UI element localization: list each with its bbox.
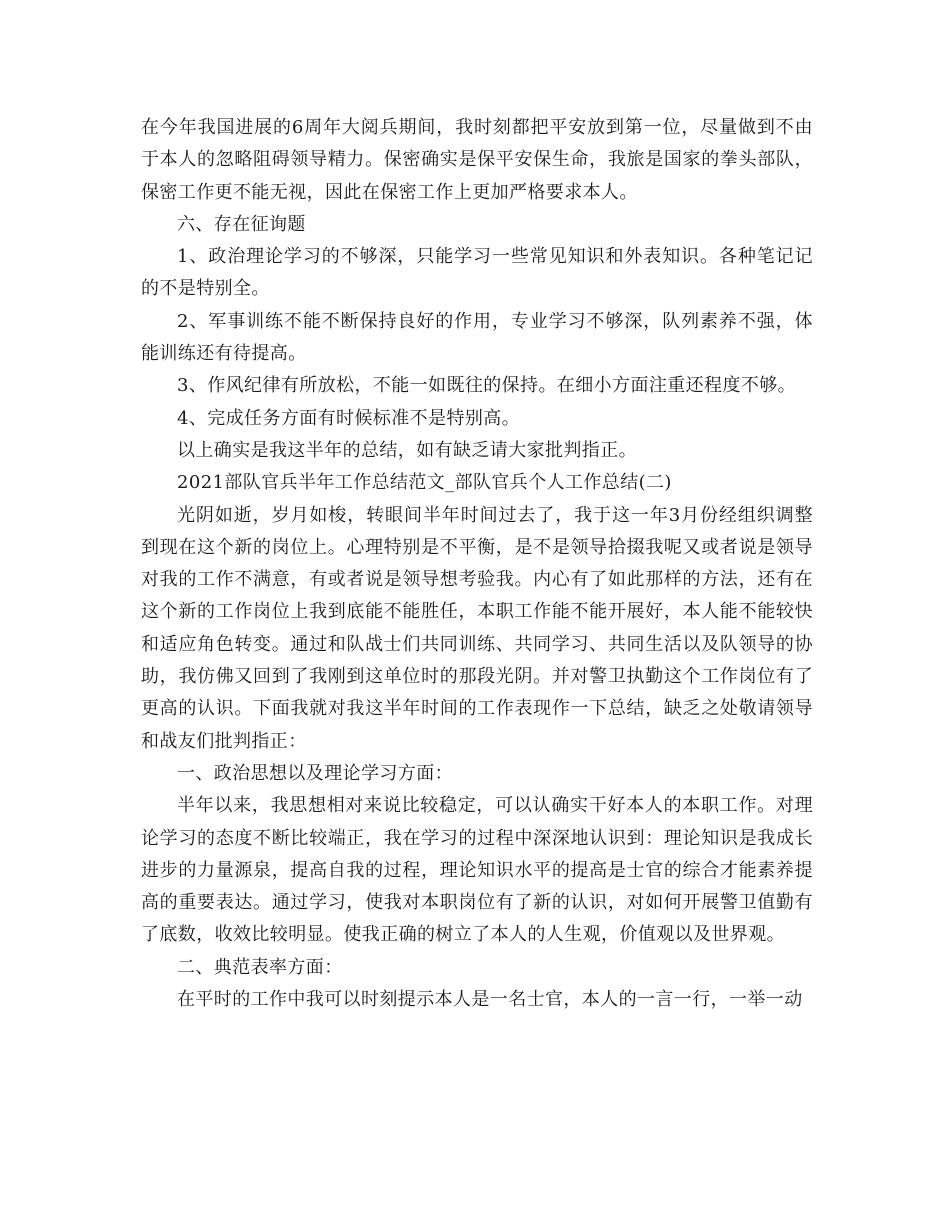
list-item-problem-1: 1、政治理论学习的不够深，只能学习一些常见知识和外表知识。各种笔记记的不是特别全。: [141, 246, 813, 300]
paragraph-role-model: 在平时的工作中我可以时刻提示本人是一名士官，本人的一言一行，一举一动: [177, 989, 803, 1011]
heading-role-model: 二、典范表率方面：: [177, 956, 343, 978]
document-body: [141, 112, 813, 1016]
paragraph-closing: 以上确实是我这半年的总结，如有缺乏请大家批判指正。: [177, 439, 637, 461]
list-item-problem-3: 3、作风纪律有所放松，不能一如既往的保持。在细小方面注重还程度不够。: [177, 375, 797, 397]
paragraph-introduction: 光阴如逝，岁月如梭，转眼间半年时间过去了，我于这一年3月份经组织调整到现在这个新的岗位上。心理特别是不平衡，是不是领导拾掇我呢又或者说是领导对我的工作不满意，有或者说是领导想考验我。内心有了如此那样的方法，还有在这个新的工作岗位上我到底能不能胜任，本职工作能不能开展好，本人能不能较快和适应角色转变。通过和队战士们共同训练、共同学习、共同生活以及队领导的协助，我仿佛又回到了我刚到这单位时的那段光阴。并对警卫执勤这个工作岗位有了更高的认识。下面我就对我这半年时间的工作表现作一下总结，缺乏之处敬请领导和战友们批判指正：: [141, 504, 813, 752]
list-item-problem-2: 2、军事训练不能不断保持良好的作用，专业学习不够深，队列素养不强，体能训练还有待提高。: [141, 310, 813, 365]
heading-political-thought: 一、政治思想以及理论学习方面：: [177, 762, 453, 784]
paragraph-political-thought: 半年以来，我思想相对来说比较稳定，可以认确实干好本人的本职工作。对理论学习的态度不断比较端正，我在学习的过程中深深地认识到：理论知识是我成长进步的力量源泉，提高自我的过程，理论知识水平的提高是士官的综合才能素养提高的重要表达。通过学习，使我对本职岗位有了新的认识，对如何开展警卫值勤有了底数，收效比较明显。使我正确的树立了本人的人生观，价值观以及世界观。: [141, 795, 813, 946]
list-item-problem-4: 4、完成任务方面有时候标准不是特别高。: [177, 407, 521, 429]
heading-existing-problems: 六、存在征询题: [177, 213, 306, 235]
section-title-part-two: 2021部队官兵半年工作总结范文_部队官兵个人工作总结(二): [177, 472, 672, 494]
paragraph-security-continuation: 在今年我国进展的6周年大阅兵期间，我时刻都把平安放到第一位，尽量做到不由于本人的忽略阻碍领导精力。保密确实是保平安保生命，我旅是国家的拳头部队，保密工作更不能无视，因此在保密工作上更加严格要求本人。: [141, 117, 813, 203]
